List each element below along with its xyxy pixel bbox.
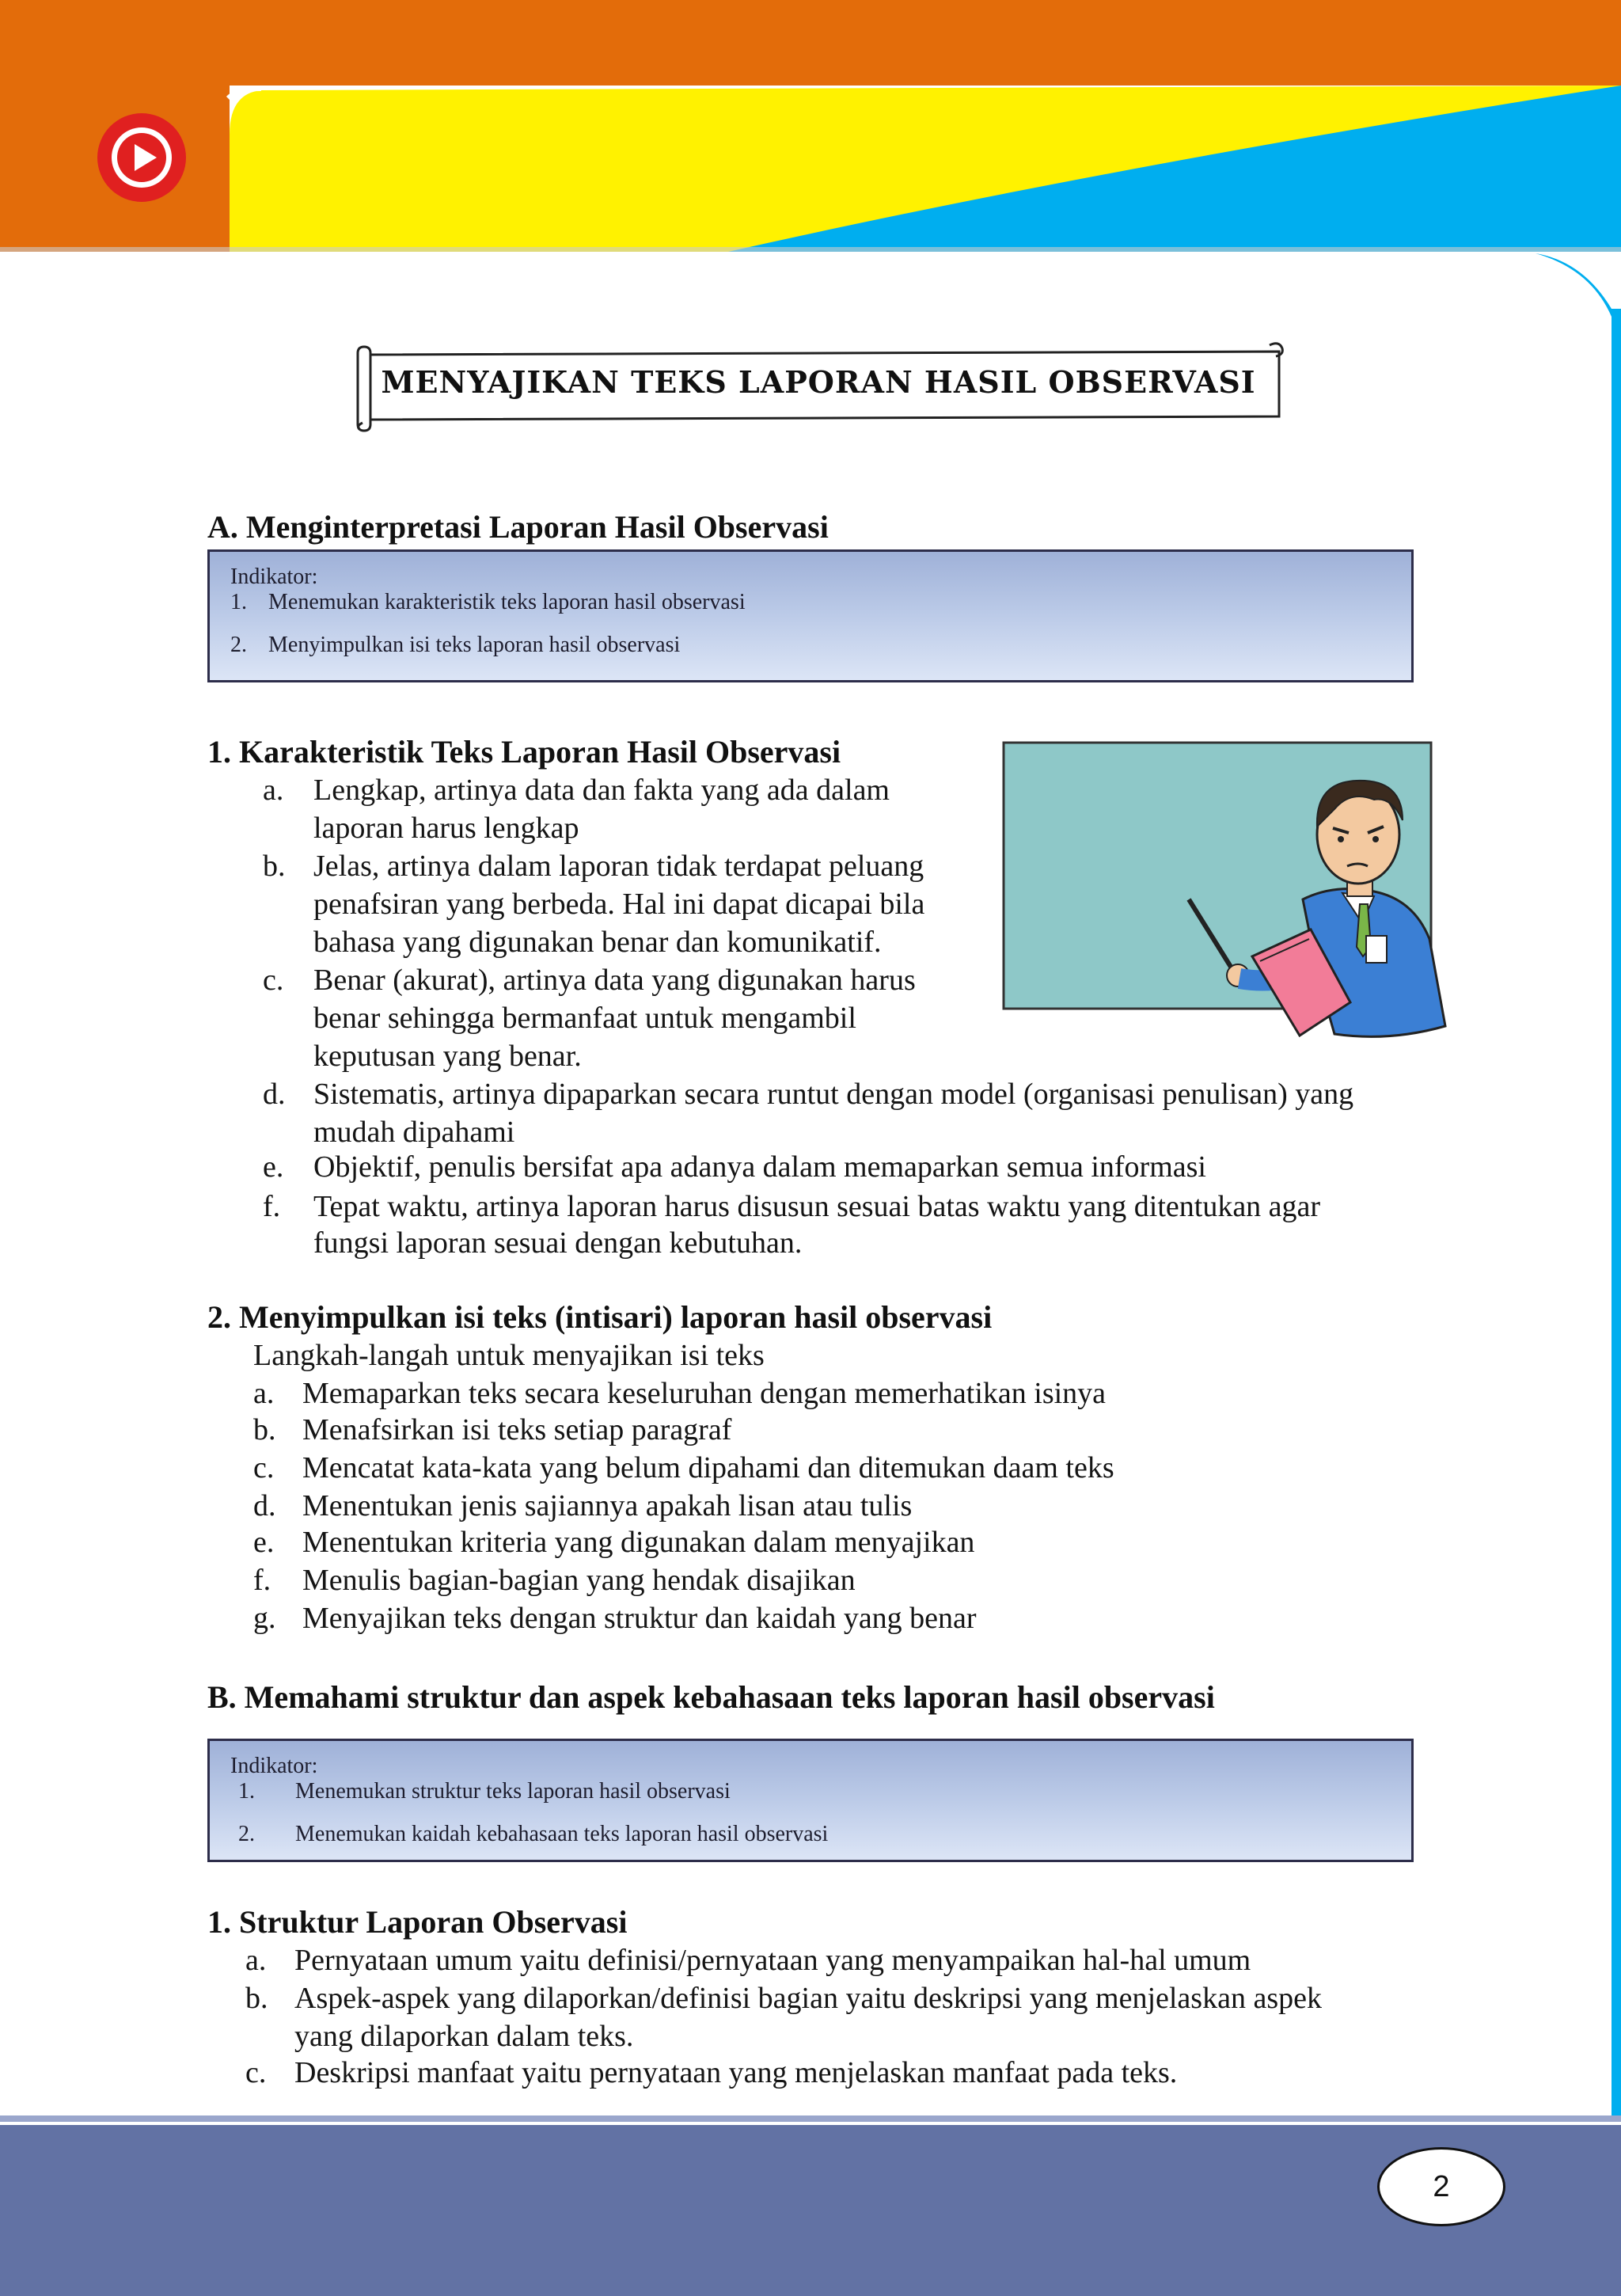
indikator-item: 2. Menyimpulkan isi teks laporan hasil observasi (230, 633, 681, 657)
sub2-heading: 2. Menyimpulkan isi teks (intisari) laporan hasil observasi (207, 1299, 993, 1335)
section-a-heading: A. Menginterpretasi Laporan Hasil Observasi (207, 509, 829, 545)
indikator-label: Indikator: (230, 564, 318, 589)
header-band (0, 0, 1621, 261)
title-scroll-banner (351, 340, 1285, 432)
indikator-item: 1. Menemukan karakteristik teks laporan hasil observasi (230, 590, 746, 614)
page-number: 2 (1377, 2147, 1505, 2226)
sub1-heading: 1. Karakteristik Teks Laporan Hasil Observasi (207, 734, 841, 770)
footer-band (0, 2115, 1621, 2296)
play-icon (93, 109, 190, 206)
teacher-pointing-board-icon (1002, 741, 1471, 1058)
section-b-heading: B. Memahami struktur dan aspek kebahasaan teks laporan hasil observasi (207, 1679, 1215, 1715)
indikator-item: 2. Menemukan kaidah kebahasaan teks laporan hasil observasi (238, 1822, 829, 1846)
page-title: MENYAJIKAN TEKS LAPORAN HASIL OBSERVASI (381, 364, 1256, 400)
indikator-label: Indikator: (230, 1754, 318, 1778)
section-b-sub1-heading: 1. Struktur Laporan Observasi (207, 1904, 628, 1940)
sub2-intro: Langkah-langah untuk menyajikan isi teks (253, 1339, 765, 1372)
section-b-indikator-box (207, 1739, 1414, 1862)
right-frame-strip (1536, 245, 1621, 2122)
indikator-item: 1. Menemukan struktur teks laporan hasil observasi (238, 1779, 731, 1804)
section-a-indikator-box (207, 549, 1414, 682)
